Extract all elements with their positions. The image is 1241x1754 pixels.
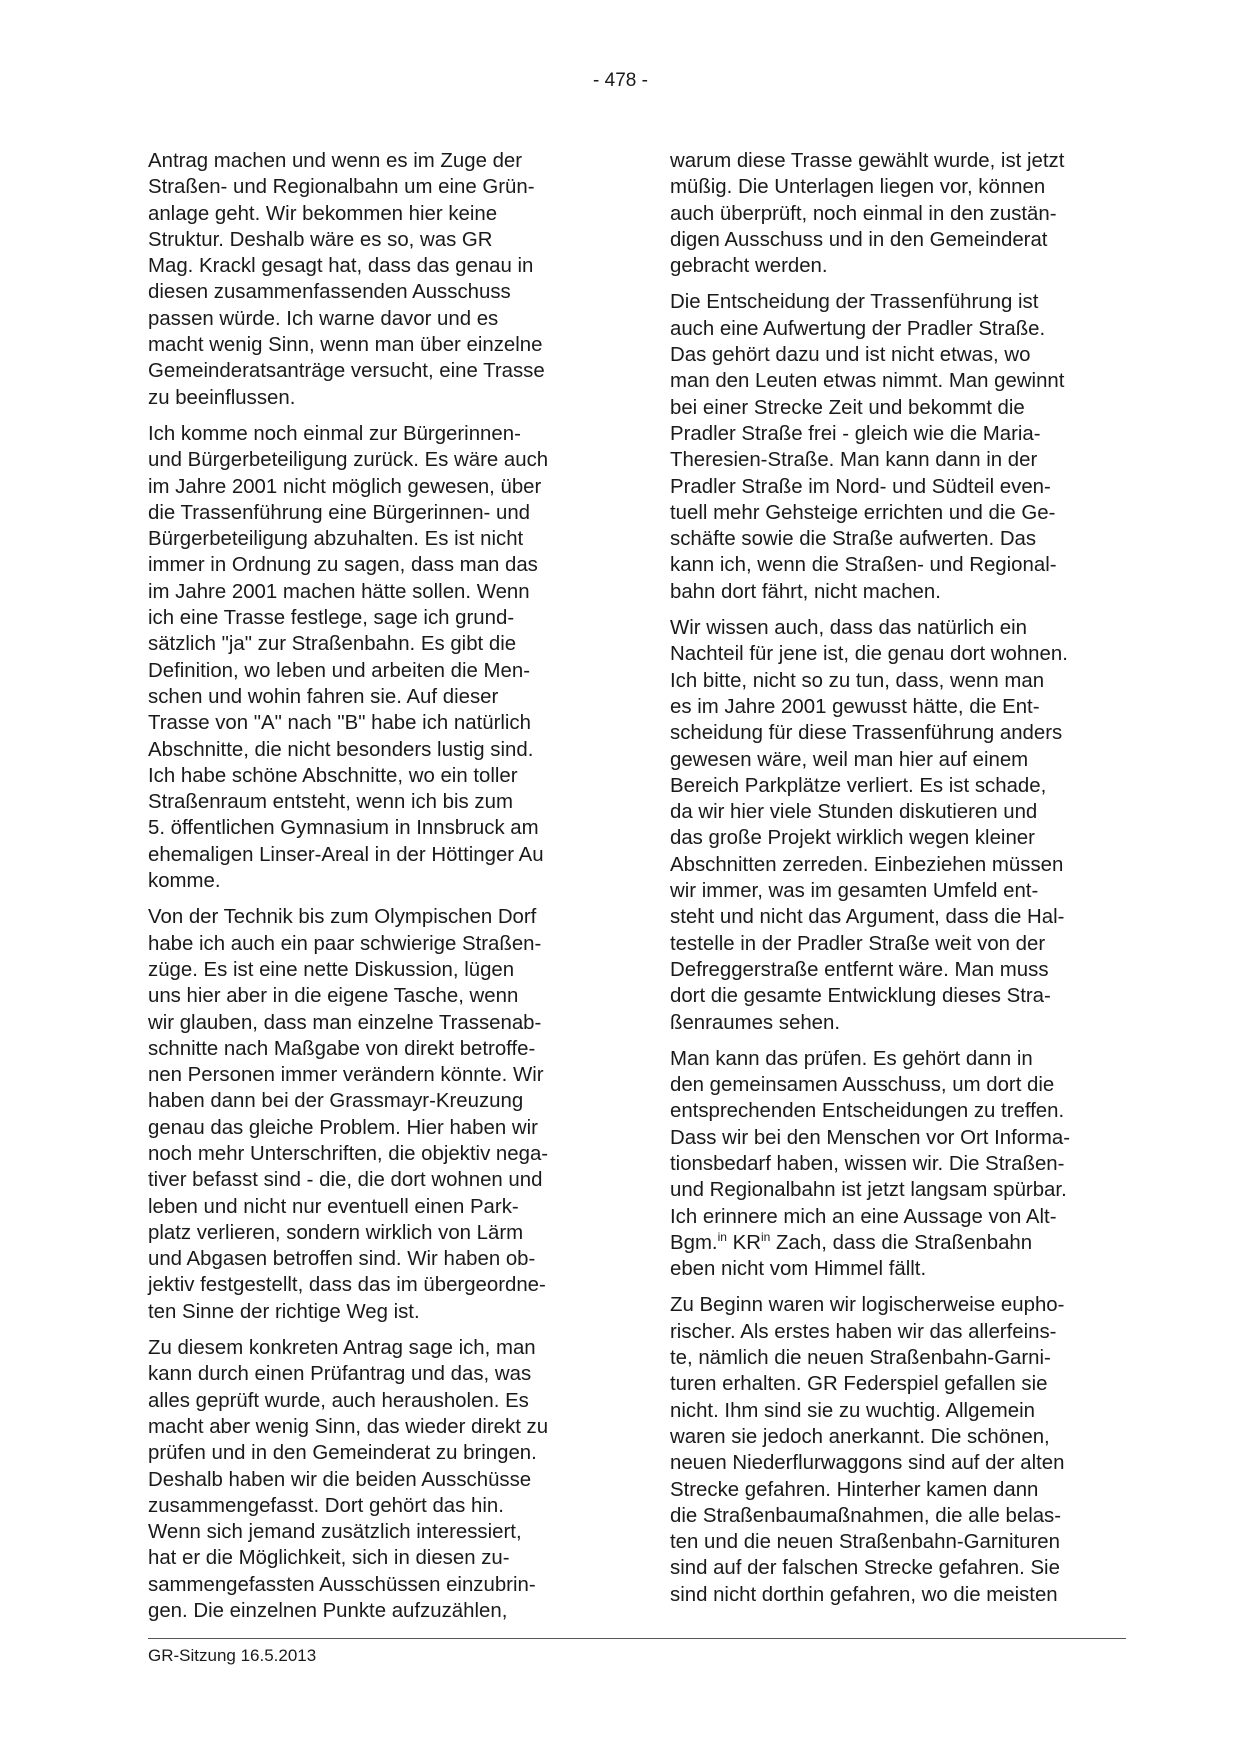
text-line: 5. öffentlichen Gymnasium in Innsbruck am (148, 817, 539, 840)
text-line: macht wenig Sinn, wenn man über einzelne (148, 334, 543, 357)
text-line: eben nicht vom Himmel fällt. (670, 1258, 927, 1281)
text-line: Abschnitte, die nicht besonders lustig sind. (148, 738, 534, 761)
text-line: schen und wohin fahren sie. Auf dieser (148, 685, 499, 708)
text-line: und Bürgerbeteiligung zurück. Es wäre auch (148, 449, 549, 472)
text-line: Bereich Parkplätze verliert. Es ist schade, (670, 774, 1047, 797)
text-line: tionsbedarf haben, wissen wir. Die Straßen- (670, 1152, 1065, 1175)
text-line: züge. Es ist eine nette Diskussion, lügen (148, 958, 515, 981)
text-line: Zu Beginn waren wir logischerweise eupho- (670, 1294, 1065, 1317)
text-line: Abschnitten zerreden. Einbeziehen müssen (670, 853, 1064, 876)
text-fragment: Zach, dass die Straßenbahn (770, 1231, 1033, 1254)
text-line: zusammengefasst. Dort gehört das hin. (148, 1494, 504, 1517)
text-line: prüfen und in den Gemeinderat zu bringen. (148, 1442, 537, 1465)
text-line: noch mehr Unterschriften, die objektiv nega- (148, 1142, 549, 1165)
text-line: Defreggerstraße entfernt wäre. Man muss (670, 958, 1049, 981)
text-line: diesen zusammenfassenden Ausschuss (148, 281, 511, 304)
text-line: anlage geht. Wir bekommen hier keine (148, 202, 498, 225)
text-line: haben dann bei der Grassmayr-Kreuzung (148, 1090, 524, 1113)
text-line: komme. (148, 870, 221, 893)
text-line: Antrag machen und wenn es im Zuge der (148, 150, 523, 172)
text-line: passen würde. Ich warne davor und es (148, 307, 499, 330)
text-line: ich eine Trasse festlege, sage ich grund- (148, 607, 515, 630)
text-line: Trasse von "A" nach "B" habe ich natürlich (148, 712, 531, 735)
text-line: Das gehört dazu und ist nicht etwas, wo (670, 344, 1031, 367)
text-line: und Abgasen betroffen sind. Wir haben ob- (148, 1248, 536, 1271)
text-line: gen. Die einzelnen Punkte aufzuzählen, (148, 1600, 508, 1623)
text-line: ehemaligen Linser-Areal in der Höttinger Au (148, 843, 544, 866)
superscript: in (760, 1229, 771, 1244)
text-fragment: Bgm. (670, 1231, 718, 1254)
text-line: steht und nicht das Argument, dass die Hal- (670, 906, 1065, 929)
text-line: Definition, wo leben und arbeiten die Men- (148, 659, 530, 682)
footer-session-date: GR-Sitzung 16.5.2013 (148, 1646, 317, 1665)
text-line: platz verlieren, sondern wirklich von Lärm (148, 1221, 524, 1244)
text-line: te, nämlich die neuen Straßenbahn-Garni- (670, 1347, 1051, 1370)
text-line: genau das gleiche Problem. Hier haben wir (148, 1116, 538, 1139)
text-line: Straßen- und Regionalbahn um eine Grün- (148, 176, 535, 199)
text-line: Ich habe schöne Abschnitte, wo ein toller (148, 764, 518, 787)
text-line: die Trassenführung eine Bürgerinnen- und (148, 501, 531, 524)
paragraph (670, 289, 1110, 605)
text-line: dort die gesamte Entwicklung dieses Stra- (670, 985, 1051, 1008)
text-line: im Jahre 2001 machen hätte sollen. Wenn (148, 580, 530, 603)
text-line: alles geprüft wurde, auch herausholen. Es (148, 1389, 529, 1412)
text-line: sätzlich "ja" zur Straßenbahn. Es gibt die (148, 633, 517, 656)
paragraph (148, 1335, 588, 1624)
text-line: kann durch einen Prüfantrag und das, was (148, 1363, 532, 1386)
text-line: schnitte nach Maßgabe von direkt betroffe- (148, 1037, 536, 1060)
text-line: immer in Ordnung zu sagen, dass man das (148, 554, 538, 577)
text-line: hat er die Möglichkeit, sich in diesen zu- (148, 1547, 510, 1570)
text-line: auch überprüft, noch einmal in den zustän- (670, 202, 1057, 225)
text-line: da wir hier viele Stunden diskutieren und (670, 801, 1038, 824)
text-fragment: KR (726, 1231, 761, 1254)
text-line: auch eine Aufwertung der Pradler Straße. (670, 317, 1046, 340)
text-line: warum diese Trasse gewählt wurde, ist jetzt (670, 150, 1065, 172)
text-line: gebracht werden. (670, 255, 828, 278)
text-line: ten Sinne der richtige Weg ist. (148, 1300, 420, 1323)
right-column (670, 148, 1110, 1618)
text-line: sind nicht dorthin gefahren, wo die meisten (670, 1583, 1058, 1606)
text-line: waren sie jedoch anerkannt. Die schönen, (670, 1425, 1050, 1448)
text-line: zu beeinflussen. (148, 386, 296, 409)
text-line: Mag. Krackl gesagt hat, dass das genau in (148, 255, 534, 278)
text-line: testelle in der Pradler Straße weit von der (670, 932, 1046, 955)
text-line: schäfte sowie die Straße aufwerten. Das (670, 528, 1037, 551)
text-line: man den Leuten etwas nimmt. Man gewinnt (670, 370, 1065, 393)
text-line: jektiv festgestellt, dass das im übergeordne- (148, 1274, 546, 1297)
text-line: sind auf der falschen Strecke gefahren. Sie (670, 1557, 1060, 1580)
text-line: uns hier aber in die eigene Tasche, wenn (148, 985, 519, 1008)
text-line: Strecke gefahren. Hinterher kamen dann (670, 1478, 1039, 1501)
text-line: Struktur. Deshalb wäre es so, was GR (148, 228, 493, 251)
text-line: Pradler Straße frei - gleich wie die Maria- (670, 422, 1041, 445)
text-line: Man kann das prüfen. Es gehört dann in (670, 1047, 1033, 1070)
text-line: Pradler Straße im Nord- und Südteil even- (670, 475, 1051, 498)
footer-divider (148, 1638, 1126, 1639)
text-line: Straßenraum entsteht, wenn ich bis zum (148, 791, 513, 814)
paragraph (148, 148, 588, 411)
text-line: bahn dort fährt, nicht machen. (670, 580, 941, 603)
text-line: wir immer, was im gesamten Umfeld ent- (670, 880, 1039, 903)
text-line: bei einer Strecke Zeit und bekommt die (670, 396, 1025, 419)
text-line (670, 1230, 1110, 1256)
text-line: neuen Niederflurwaggons sind auf der alten (670, 1452, 1065, 1475)
text-line: Ich bitte, nicht so zu tun, dass, wenn man (670, 669, 1045, 692)
text-line: Deshalb haben wir die beiden Ausschüsse (148, 1468, 532, 1491)
paragraph (148, 904, 588, 1325)
text-line: gewesen wäre, weil man hier auf einem (670, 748, 1029, 771)
text-line: Von der Technik bis zum Olympischen Dorf (148, 906, 537, 929)
text-line: Gemeinderatsanträge versucht, eine Trasse (148, 360, 545, 383)
text-line: Bürgerbeteiligung abzuhalten. Es ist nicht (148, 528, 524, 551)
text-line: wir glauben, dass man einzelne Trassenab- (148, 1011, 542, 1034)
text-line: turen erhalten. GR Federspiel gefallen sie (670, 1373, 1048, 1396)
paragraph (670, 1046, 1110, 1283)
text-line: rischer. Als erstes haben wir das allerfeins- (670, 1320, 1057, 1343)
text-line: die Straßenbaumaßnahmen, die alle belas- (670, 1504, 1062, 1527)
text-line: Die Entscheidung der Trassenführung ist (670, 291, 1039, 314)
text-line: entsprechenden Entscheidungen zu treffen. (670, 1100, 1065, 1123)
page-number: - 478 - (593, 70, 648, 91)
text-line: tuell mehr Gehsteige errichten und die Ge- (670, 501, 1056, 524)
text-line: scheidung für diese Trassenführung anders (670, 722, 1063, 745)
text-line: Theresien-Straße. Man kann dann in der (670, 449, 1038, 472)
text-line: das große Projekt wirklich wegen kleiner (670, 827, 1035, 850)
text-line: Ich erinnere mich an eine Aussage von Alt- (670, 1205, 1057, 1228)
text-line: den gemeinsamen Ausschuss, um dort die (670, 1074, 1055, 1097)
paragraph (670, 1292, 1110, 1608)
text-line: habe ich auch ein paar schwierige Straßen- (148, 932, 542, 955)
text-line: kann ich, wenn die Straßen- und Regional- (670, 554, 1057, 577)
paragraph (670, 148, 1110, 279)
text-line: sammengefassten Ausschüssen einzubrin- (148, 1573, 536, 1596)
text-line: Nachteil für jene ist, die genau dort wohnen. (670, 643, 1068, 666)
text-line: es im Jahre 2001 gewusst hätte, die Ent- (670, 695, 1040, 718)
text-line: und Regionalbahn ist jetzt langsam spürbar. (670, 1179, 1067, 1202)
superscript: in (717, 1229, 727, 1244)
paragraph (148, 421, 588, 894)
paragraph (670, 615, 1110, 1036)
text-line: Wir wissen auch, dass das natürlich ein (670, 617, 1027, 640)
text-line: Zu diesem konkreten Antrag sage ich, man (148, 1337, 536, 1360)
text-line: Ich komme noch einmal zur Bürgerinnen- (148, 422, 521, 445)
left-column (148, 148, 588, 1634)
text-line: tiver befasst sind - die, die dort wohnen und (148, 1169, 543, 1192)
text-line: müßig. Die Unterlagen liegen vor, können (670, 176, 1046, 199)
text-line: nen Personen immer verändern könnte. Wir (148, 1064, 544, 1087)
text-line: nicht. Ihm sind sie zu wuchtig. Allgemein (670, 1399, 1035, 1422)
text-line: macht aber wenig Sinn, das wieder direkt zu (148, 1415, 549, 1438)
text-line: Dass wir bei den Menschen vor Ort Informa- (670, 1126, 1071, 1149)
text-line: ten und die neuen Straßenbahn-Garnituren (670, 1531, 1060, 1554)
text-line: Wenn sich jemand zusätzlich interessiert, (148, 1521, 522, 1544)
text-line: digen Ausschuss und in den Gemeinderat (670, 228, 1048, 251)
text-line: im Jahre 2001 nicht möglich gewesen, über (148, 475, 542, 498)
text-line: ßenraumes sehen. (670, 1011, 841, 1034)
text-line: leben und nicht nur eventuell einen Park- (148, 1195, 519, 1218)
